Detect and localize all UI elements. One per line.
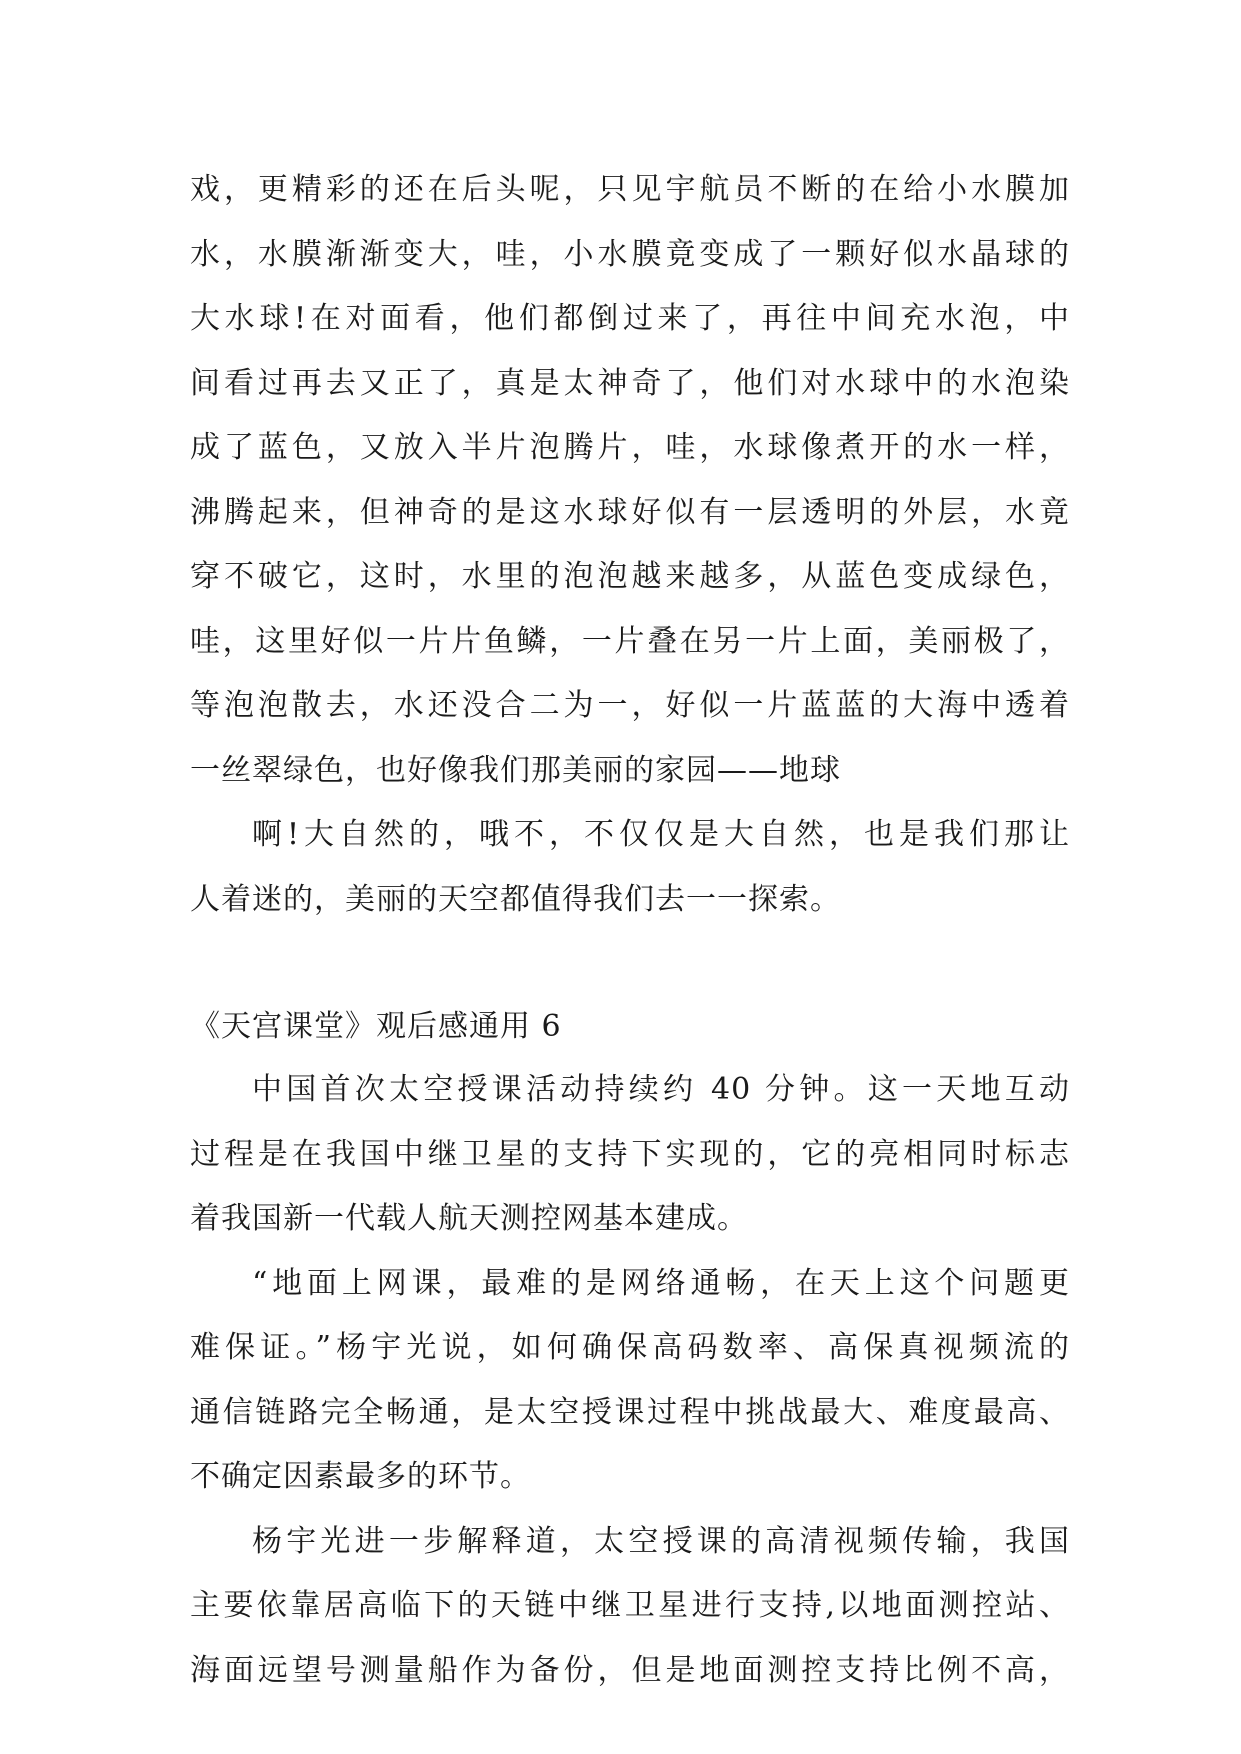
text-line: 穿不破它，这时，水里的泡泡越来越多，从蓝色变成绿色， [190, 559, 1070, 594]
document-body [190, 158, 1070, 1703]
text-line: 海面远望号测量船作为备份，但是地面测控支持比例不高， [190, 1652, 1070, 1688]
text-line: 过程是在我国中继卫星的支持下实现的，它的亮相同时标志 [190, 1136, 1070, 1172]
text-line: 着我国新一代载人航天测控网基本建成。 [190, 1201, 748, 1236]
text-line: “地面上网课，最难的是网络通畅，在天上这个问题更 [252, 1265, 1070, 1301]
text-line: 戏，更精彩的还在后头呢，只见宇航员不断的在给小水膜加 [190, 172, 1070, 207]
section-spacer [190, 932, 1070, 996]
text-line: 间看过再去又正了，真是太神奇了，他们对水球中的水泡染 [190, 365, 1070, 401]
text-line: 等泡泡散去，水还没合二为一，好似一片蓝蓝的大海中透着 [190, 688, 1070, 723]
text-line: 难保证。”杨宇光说，如何确保高码数率、高保真视频流的 [190, 1330, 1070, 1365]
section-heading: 《天宫课堂》观后感通用 6 [190, 1009, 562, 1044]
text-line: 沸腾起来，但神奇的是这水球好似有一层透明的外层，水竟 [190, 494, 1070, 530]
text-line: 大水球!在对面看，他们都倒过来了，再往中间充水泡，中 [190, 301, 1070, 336]
text-line: 不确定因素最多的环节。 [190, 1459, 531, 1494]
text-line: 人着迷的，美丽的天空都值得我们去一一探索。 [190, 881, 841, 917]
paragraph-water-ball [190, 158, 1070, 803]
text-line: 中国首次太空授课活动持续约 40 分钟。这一天地互动 [252, 1072, 1070, 1107]
text-line: 成了蓝色，又放入半片泡腾片，哇，水球像煮开的水一样， [190, 430, 1070, 465]
paragraph-nature [190, 803, 1070, 932]
text-line: 水，水膜渐渐变大，哇，小水膜竟变成了一颗好似水晶球的 [190, 236, 1070, 272]
text-line: 啊!大自然的，哦不，不仅仅是大自然，也是我们那让 [252, 817, 1070, 852]
text-line: 杨宇光进一步解释道，太空授课的高清视频传输，我国 [252, 1523, 1070, 1559]
paragraph-space-lesson [190, 1058, 1070, 1252]
paragraph-relay-satellite [190, 1510, 1070, 1704]
text-line: 通信链路完全畅通，是太空授课过程中挑战最大、难度最高、 [190, 1394, 1070, 1430]
text-line: 哇，这里好似一片片鱼鳞，一片叠在另一片上面，美丽极了， [190, 623, 1070, 659]
text-line: 一丝翠绿色，也好像我们那美丽的家园——地球 [190, 752, 841, 788]
paragraph-network [190, 1252, 1070, 1510]
text-line: 主要依靠居高临下的天链中继卫星进行支持,以地面测控站、 [190, 1588, 1070, 1623]
